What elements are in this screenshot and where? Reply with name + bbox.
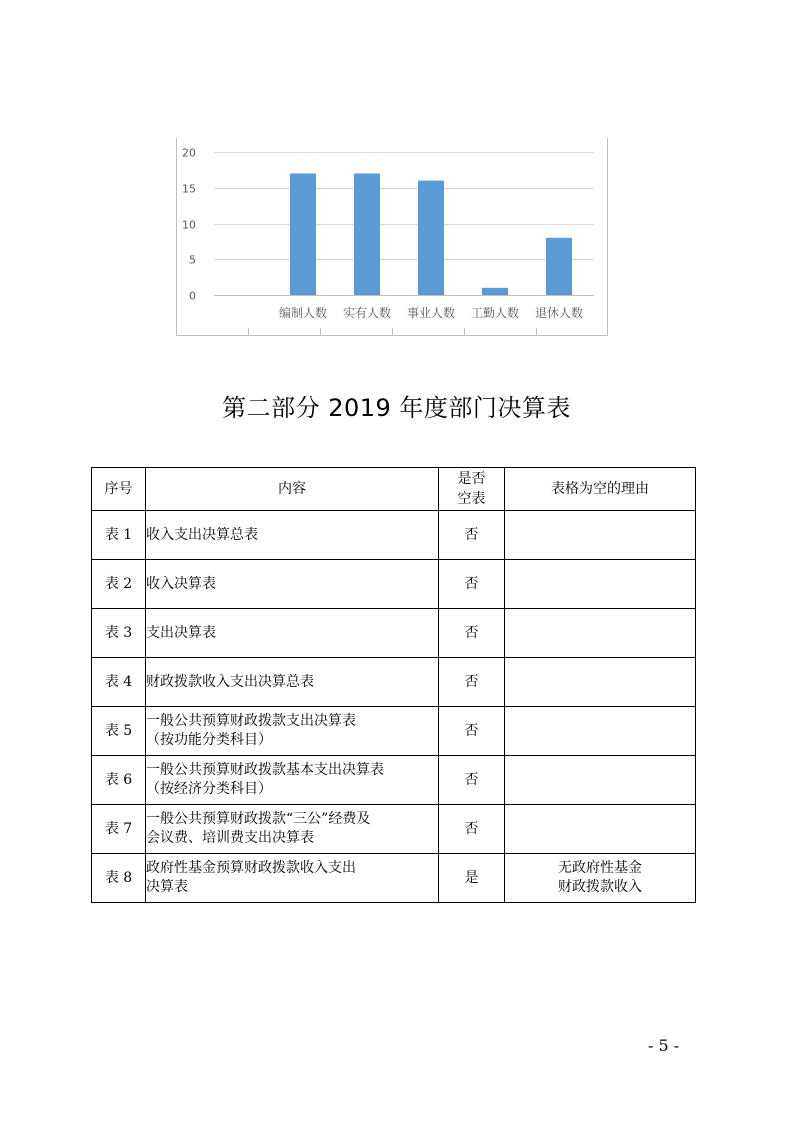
row-is-empty: 是 — [439, 854, 505, 903]
row-reason — [505, 560, 696, 609]
table-row — [92, 854, 696, 903]
chart-canvas — [176, 138, 608, 336]
row-reason — [505, 707, 696, 756]
category-label: 事业人数 — [406, 306, 456, 320]
row-content-line2: 会议费、培训费支出决算表 — [146, 830, 314, 846]
row-number: 表 7 — [92, 805, 146, 854]
row-is-empty: 否 — [439, 756, 505, 805]
row-is-empty: 否 — [439, 707, 505, 756]
row-content — [146, 511, 439, 560]
row-is-empty: 否 — [439, 560, 505, 609]
table-row — [92, 707, 696, 756]
row-content-line1: 一般公共预算财政拨款“三公”经费及 — [146, 811, 371, 827]
header-is-empty-line2: 空表 — [457, 491, 486, 507]
row-content-line2: （按经济分类科目） — [146, 781, 272, 797]
bar-3 — [418, 181, 444, 295]
table-row — [92, 560, 696, 609]
row-reason-line1: 无政府性基金 — [558, 860, 642, 876]
category-label: 实有人数 — [342, 306, 392, 320]
row-reason-line2: 财政拨款收入 — [558, 879, 642, 895]
row-content — [146, 560, 439, 609]
row-reason — [505, 658, 696, 707]
bar-4 — [482, 288, 508, 295]
section-title: 第二部分 2019 年度部门决算表 — [222, 394, 571, 422]
row-content-line1: 政府性基金预算财政拨款收入支出 — [146, 860, 356, 876]
row-number: 表 3 — [92, 609, 146, 658]
bar-5 — [546, 238, 572, 295]
row-is-empty: 否 — [439, 609, 505, 658]
row-reason — [505, 609, 696, 658]
row-number: 表 8 — [92, 854, 146, 903]
row-is-empty: 否 — [439, 511, 505, 560]
table-row — [92, 511, 696, 560]
table-row — [92, 805, 696, 854]
category-label: 工勤人数 — [470, 306, 520, 320]
row-content-line2: 决算表 — [146, 879, 188, 895]
row-content-line1: 财政拨款收入支出决算总表 — [146, 673, 314, 690]
y-tick-label: 0 — [189, 289, 196, 303]
table-header-row — [92, 468, 696, 511]
row-number: 表 5 — [92, 707, 146, 756]
row-number: 表 1 — [92, 511, 146, 560]
header-no: 序号 — [92, 468, 146, 511]
row-content — [146, 658, 439, 707]
header-is-empty-line1: 是否 — [457, 471, 486, 487]
row-content-line1: 收入决算表 — [146, 575, 216, 592]
row-reason — [505, 511, 696, 560]
page-number: - 5 - — [648, 1036, 680, 1055]
y-tick-label: 5 — [189, 253, 196, 267]
report-index-table — [91, 467, 696, 903]
staffing-bar-chart — [176, 138, 608, 336]
header-content: 内容 — [146, 468, 439, 511]
row-content — [146, 854, 439, 903]
row-content — [146, 805, 439, 854]
table-row — [92, 658, 696, 707]
row-content — [146, 707, 439, 756]
row-content-line1: 一般公共预算财政拨款支出决算表 — [146, 713, 356, 729]
row-number: 表 4 — [92, 658, 146, 707]
bar-1 — [290, 173, 316, 295]
row-content-line1: 支出决算表 — [146, 624, 216, 641]
row-reason — [505, 854, 696, 903]
row-content — [146, 756, 439, 805]
header-is-empty — [439, 468, 505, 511]
row-reason — [505, 756, 696, 805]
row-content — [146, 609, 439, 658]
row-number: 表 6 — [92, 756, 146, 805]
row-reason — [505, 805, 696, 854]
category-label: 编制人数 — [278, 306, 328, 320]
y-tick-label: 20 — [182, 146, 196, 160]
row-is-empty: 否 — [439, 805, 505, 854]
category-label: 退休人数 — [534, 306, 584, 320]
y-tick-label: 10 — [182, 218, 196, 232]
table-row — [92, 756, 696, 805]
y-tick-label: 15 — [182, 182, 196, 196]
header-reason: 表格为空的理由 — [505, 468, 696, 511]
table-row — [92, 609, 696, 658]
row-content-line1: 一般公共预算财政拨款基本支出决算表 — [146, 762, 384, 778]
row-content-line2: （按功能分类科目） — [146, 732, 272, 748]
row-is-empty: 否 — [439, 658, 505, 707]
bar-2 — [354, 173, 380, 295]
row-number: 表 2 — [92, 560, 146, 609]
row-content-line1: 收入支出决算总表 — [146, 526, 258, 543]
